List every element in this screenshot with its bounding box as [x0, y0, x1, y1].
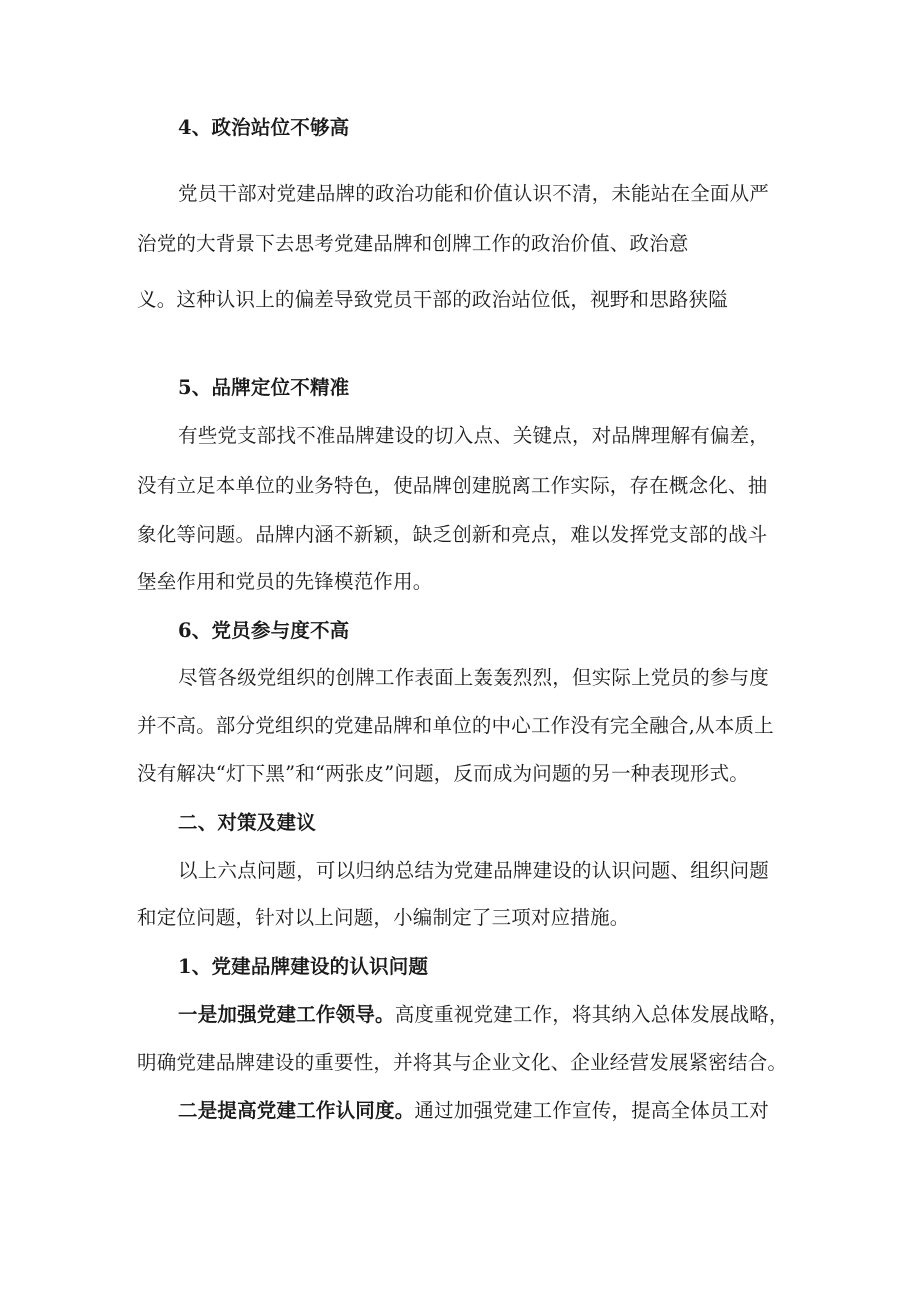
- paragraph-line: 义。这种认识上的偏差导致党员干部的政治站位低，视野和思路狭隘: [137, 288, 729, 311]
- paragraph-line: 明确党建品牌建设的重要性，并将其与企业文化、企业经营发展紧密结合。: [137, 1051, 788, 1074]
- lead-phrase: 二是提高党建工作认同度。: [178, 1099, 415, 1122]
- paragraph-text: 高度重视党建工作，将其纳入总体发展战略，: [394, 1003, 789, 1026]
- paragraph-line-leadership: [178, 1001, 789, 1029]
- paragraph-line: 没有解决“灯下黑”和“两张皮”问题，反而成为问题的另一种表现形式。: [137, 762, 749, 785]
- paragraph-line: 以上六点问题，可以归纳总结为党建品牌建设的认识问题、组织问题: [178, 859, 770, 882]
- paragraph-line: 堡垒作用和党员的先锋模范作用。: [137, 570, 433, 593]
- heading-awareness-issue: 1、党建品牌建设的认识问题: [178, 955, 429, 978]
- paragraph-line: 并不高。部分党组织的党建品牌和单位的中心工作没有完全融合,从本质上: [137, 714, 774, 737]
- heading-political-stance: 4、政治站位不够高: [178, 116, 350, 139]
- paragraph-text: 通过加强党建工作宣传，提高全体员工对: [414, 1099, 770, 1122]
- paragraph-line: 没有立足本单位的业务特色，使品牌创建脱离工作实际，存在概念化、抽: [137, 474, 768, 497]
- section-heading-countermeasures: 二、对策及建议: [178, 811, 316, 834]
- paragraph-line: 尽管各级党组织的创牌工作表面上轰轰烈烈，但实际上党员的参与度: [178, 666, 770, 689]
- paragraph-line: 有些党支部找不准品牌建设的切入点、关键点，对品牌理解有偏差，: [178, 424, 770, 447]
- heading-member-participation: 6、党员参与度不高: [178, 619, 350, 642]
- heading-brand-positioning: 5、品牌定位不精准: [178, 376, 350, 399]
- paragraph-line: 党员干部对党建品牌的政治功能和价值认识不清，未能站在全面从严: [178, 182, 770, 205]
- paragraph-line: 象化等问题。品牌内涵不新颖，缺乏创新和亮点，难以发挥党支部的战斗: [137, 523, 768, 546]
- paragraph-line: 和定位问题，针对以上问题，小编制定了三项对应措施。: [137, 906, 630, 929]
- paragraph-line: 治党的大背景下去思考党建品牌和创牌工作的政治价值、政治意: [137, 232, 689, 255]
- paragraph-line-recognition: [178, 1097, 769, 1125]
- lead-phrase: 一是加强党建工作领导。: [178, 1003, 395, 1026]
